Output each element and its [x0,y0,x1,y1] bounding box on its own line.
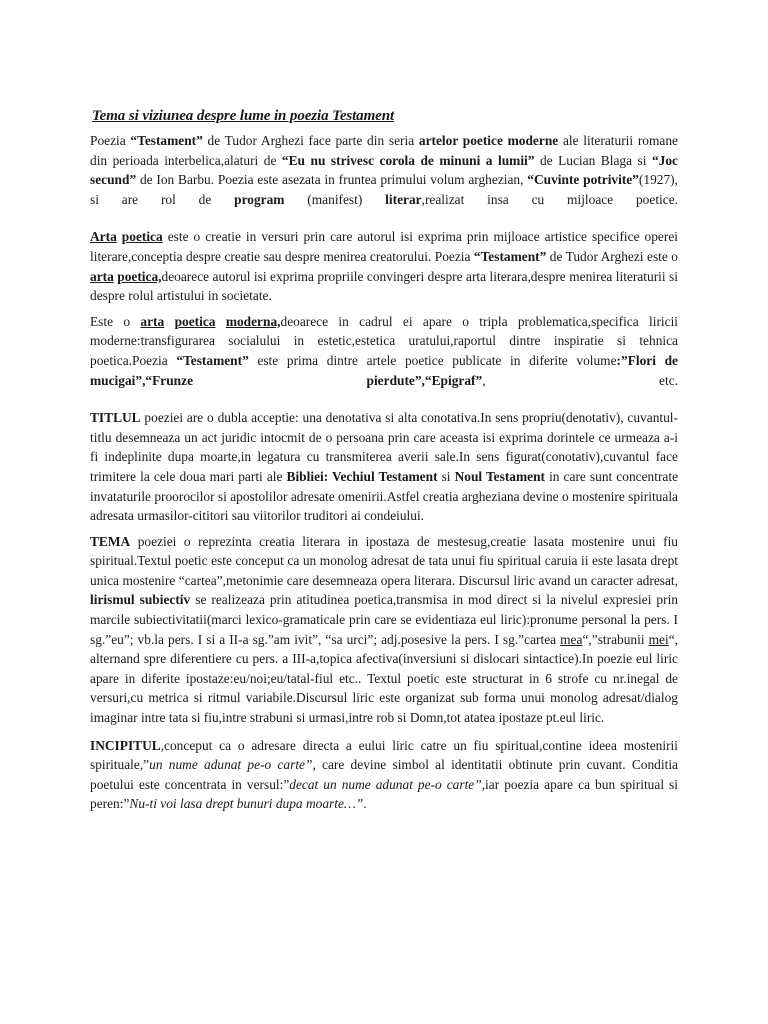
text: , care devine simbol al identitatii obtinute prin cuvant. Conditia poetului este concentrata in versul:” [90,757,678,792]
bold-text: Bibliei: Vechiul Testament [286,468,438,484]
underlined-text: mea [560,631,583,647]
bold-underlined-text: arta [90,268,114,284]
text: , etc. [482,372,679,388]
paragraph-incipitul [90,736,678,814]
paragraph-titlul [90,408,678,526]
bold-text: INCIPITUL [90,737,161,753]
bold-text: lirismul subiectiv [90,592,191,608]
text: ,conceput ca o adresare directa a eului liric catre un fiu spiritual,contine ideea mostenirii spirituale,” [90,737,678,773]
paragraph-arta-poetica [90,227,678,305]
text: este prima dintre artele poetice publicate in diferite volume [248,352,617,368]
italic-text: decat un nume adunat pe-o carte” [289,776,482,792]
italic-text: un nume adunat pe-o carte” [149,757,313,773]
bold-underlined-text: Arta [90,229,117,245]
paragraph-intro [90,131,678,209]
bold-text: “Testament” [130,133,203,148]
text [164,314,174,329]
text: este o creatie in versuri prin care autorul isi exprima prin mijloace artistice specifice operei literare,conceptia despre creatie sau despre menirea creatorului. Poezia [90,229,678,264]
text: poeziei are o dubla acceptie: una denotativa si alta conotativa.In sens propriu(denotativ), cuvantul-titlu desemneaza un act juridic intocmit de o persoana prin care aceasta isi exprima dorintele ce urmeaza a-i fi indeplinite dupa moarte,in legatura cu transmiterea averii sale.In sens figurat(conotativ),cuvantul face trimitere la cele doua mari parti ale [90,410,678,484]
bold-text: :”Flori de mucigai”,“Frunze pierdute”,“Epigraf” [90,352,678,388]
text: Poezia [90,133,131,148]
text: Este o [90,313,141,329]
text: si [437,468,455,484]
underlined-text: mei [648,631,669,647]
bold-underlined-text: poetica [174,313,216,329]
bold-text: “Joc secund” [90,152,678,188]
paragraph-arta-poetica-moderna [90,312,678,390]
text: de Ion Barbu. Poezia este asezata in fruntea primului volum arghezian, [136,172,528,188]
bold-underlined-text: poetica [121,229,163,245]
text: de Tudor Arghezi face parte din seria [202,133,419,148]
text [215,314,225,329]
text: ale literaturii romane din perioada interbelica,alaturi de [90,133,678,168]
text: “,”strabunii [582,631,649,647]
bold-text: program [234,191,285,207]
text: “, alternand spre diferentiere cu pers. a III-a,topica afectiva(inversiuni si dislocari sintactice).In poezie eul liric apare in diferite ipostaze:eu/noi;eu/tatal-fiul etc.. Textul poetic este structurat in 6 strofe cu nr.inegal de versuri,cu metrica si ritmul variabile.Discursul liric este organizat sub forma unui monolog adresat/dialog imaginar intre tata si fiu,intre strabuni si urmasi,intre rob si Domn,tot atatea ipostaze pt.eul liric. [90,631,678,726]
bold-underlined-text: poetica, [117,268,162,284]
text: deoarece autorul isi exprima propriile convingeri despre arta literara,despre menirea literaturii si despre rolul artistului in societate. [90,268,678,304]
text: in care sunt concentrate invataturile proorocilor si apostolilor adresate omenirii.Astfel creatia argheziana devine o mostenire spirituala adresata urmasilor-cititori sau viitorilor truditori ai condeiului. [90,468,679,524]
text: se realizeaza prin atitudinea poetica,transmisa in mod direct si la nivelul expresiei prin marcile subiectivitatii(marci lexico-gramaticale prin care se evidentiaza eul liric):pronume personal la pers. I sg.”eu”; vb.la pers. I si a II-a sg.”am ivit”, “sa urci”; adj.posesive la pers. I sg.”cartea [90,592,678,647]
bold-text: artelor poetice moderne [418,133,559,148]
bold-text: “Testament” [176,352,249,368]
bold-text: “Cuvinte potrivite” [527,172,639,188]
paragraph-tema [90,532,678,728]
text: ,realizat insa cu mijloace poetice. [421,191,678,207]
bold-text: “Testament” [473,248,547,264]
text: ,iar poezia apare ca bun spiritual si peren:” [90,776,678,812]
bold-text: “Eu nu strivesc corola de minuni a lumii” [281,152,535,168]
text: (manifest) [284,191,386,207]
bold-text: TEMA [90,533,131,549]
bold-text: Noul Testament [454,468,545,484]
text: . [363,796,367,812]
bold-text: TITLUL [90,410,141,426]
text: de Lucian Blaga si [534,152,652,168]
text: (1927), si are rol de [90,172,678,207]
italic-text: Nu-ti voi lasa drept bunuri dupa moarte…” [129,796,364,812]
text: de Tudor Arghezi este o [546,248,678,264]
text: deoarece in cadrul ei apare o tripla problematica,specifica liricii moderne:transfigurarea socialului in estetic,estetica uratului,raportul dintre inspiratie si tehnica poetica.Poezia [90,313,679,368]
text: poeziei o reprezinta creatia literara in ipostaza de mestesug,creatie lasata mostenire unui fiu spiritual.Textul poetic este conceput ca un monolog adresat de tata unui fiu spiritual caruia ii este lasata drept unica mostenire “cartea”,metonimie care desemneaza opera literara. Discursul liric avand un caracter adresat, [90,533,678,588]
bold-underlined-text: arta [140,313,165,329]
bold-underlined-text: moderna, [225,313,281,329]
document-title: Tema si viziunea despre lume in poezia Testament [92,108,395,124]
bold-text: literar [385,191,422,207]
